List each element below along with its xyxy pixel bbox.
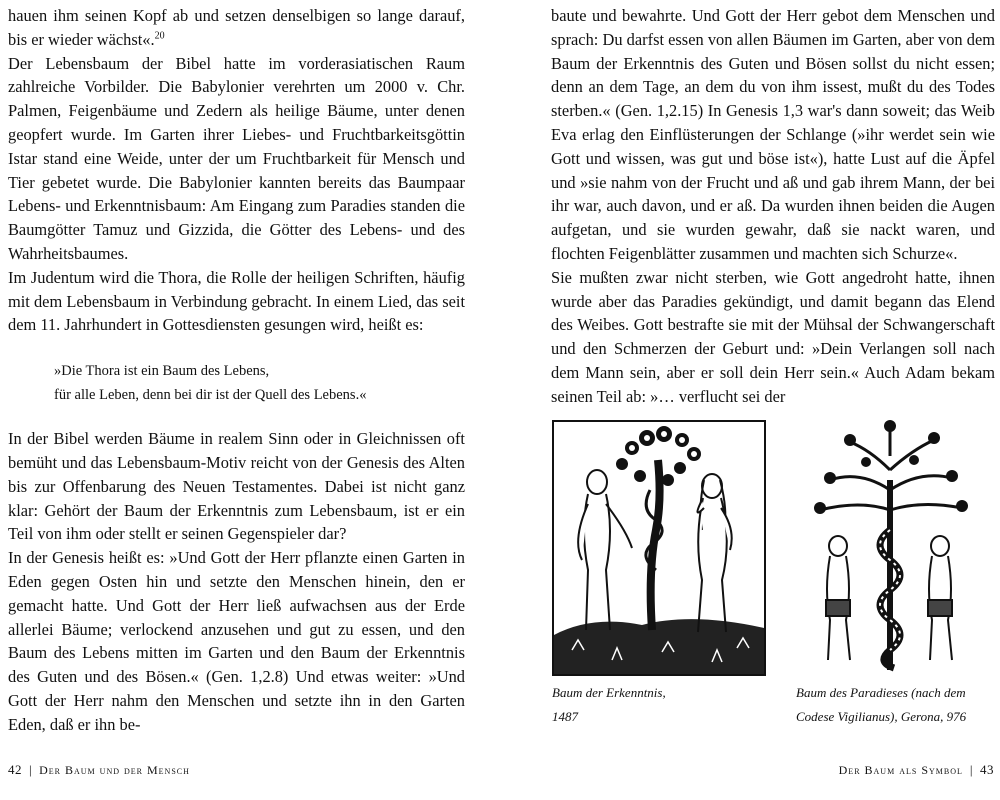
right-page-number: 43 [980,762,994,777]
left-page-number: 42 [8,762,22,777]
quote-line-2: für alle Leben, denn bei dir ist der Quell des Lebens.« [54,387,367,404]
right-paragraph-1: baute und bewahrte. Und Gott der Herr gebot dem Menschen und sprach: Du darfst essen von allen Bäumen im Garten, aber von dem Baum der Erkenntnis des Guten und Bösen sollst du nicht essen; denn an dem Tage, an dem du von ihm issest, mußt du des Todes sterben.« (Gen. 1,2.15) In Genesis 1,3 war's dann soweit; das Weib Eva erlag den Einflüsterungen der Schlange (»ihr werdet sein wie Gott und wissen, was gut und böse ist«), hatte Lust auf die Äpfel und »sie nahm von der Frucht und aß und gab ihrem Mann, der bei ihr war, auch davon, und er aß. Da wurden ihnen beiden die Augen aufgetan, und sie wurden gewahr, daß sie nackt waren, und flochten Feigenblätter zusammen und machten sich Schurze«. [551,6,995,263]
right-page [500,0,1000,800]
paradise-tree-illustration [790,420,990,674]
right-running-head: Der Baum als Symbol [838,763,963,777]
figure-2-caption-line-1: Baum des Paradieses (nach dem [796,685,966,700]
left-paragraph-2: Der Lebensbaum der Bibel hatte im vorderasiatischen Raum zahlreiche Vorbilder. Die Babylonier verehrten um 2000 v. Chr. Palmen, Feigenbäume und Zedern als heilige Bäume, unter denen geopfert wurde. Im Garten ihrer Liebes- und Fruchtbarkeitsgöttin Istar stand eine Weide, unter der um Fruchtbarkeit für Mensch und Tier gebetet wurde. Die Babylonier kannten bereits das Baumpaar Lebens- und Erkenntnisbaum: Am Eingang zum Paradies standen die Baumgötter Tamuz und Gizzida, die Götter des Lebens- und des Wahrheitsbaumes. [8,53,465,263]
footer-divider: | [29,762,33,777]
left-running-head: Der Baum und der Mensch [39,763,190,777]
woodcut-adam-eve-illustration [552,420,766,676]
footnote-reference: 20 [154,30,165,42]
right-text-column [551,4,995,409]
left-paragraph-1 [8,4,465,52]
left-text-column [8,4,465,737]
quote-line-1: »Die Thora ist ein Baum des Lebens, [54,363,270,380]
left-paragraph-4: In der Bibel werden Bäume in realem Sinn oder in Gleichnissen oft bemüht und das Lebensbaum-Motiv reicht von der Genesis des Alten bis zur Offenbarung des Neuen Testamentes. Dabei ist nicht ganz klar: Gehört der Baum der Erkenntnis zum Lebensbaum, ist er ein Teil von ihm oder stellt er seinen Gegenspieler dar? [8,429,465,544]
left-paragraph-3: Im Judentum wird die Thora, die Rolle der heiligen Schriften, häufig mit dem Lebensbaum in Verbindung gebracht. In einem Lied, das seit dem 11. Jahrhundert in Gottesdiensten gesungen wird, heißt es: [8,267,465,335]
figure-1-caption-line-1: Baum der Erkenntnis, [552,685,666,700]
thora-quote [54,359,465,407]
footer-divider-right: | [969,762,973,777]
figure-tree-of-paradise [790,420,990,674]
figure-1-caption-line-2: 1487 [552,709,578,724]
figure-2-caption-line-2: Codese Vigilianus), Gerona, 976 [796,709,967,724]
left-paragraph-1-text: hauen ihm seinen Kopf ab und setzen denselbigen so lange darauf, bis er wieder wächst«. [8,6,465,49]
figure-1-caption [552,681,666,729]
right-footer [839,762,994,778]
right-paragraph-2: Sie mußten zwar nicht sterben, wie Gott angedroht hatte, ihnen wurde aber das Paradies gekündigt, und damit begann das Elend des Weibes. Gott bestrafte sie mit der Mühsal der Schwangerschaft und den Schmerzen der Geburt und: »Dein Verlangen soll nach dem Mann sein, aber er soll dein Herr sein.« Auch Adam bekam seinen Teil ab: »… verflucht sei der [551,267,995,406]
left-paragraph-5: In der Genesis heißt es: »Und Gott der Herr pflanzte einen Garten in Eden gegen Osten hin und setzte den Menschen hinein, den er gemacht hatte. Und Gott der Herr ließ aufwachsen aus der Erde allerlei Bäume; verlockend anzusehen und gut zu essen, und den Baum des Lebens mitten im Garten und den Baum der Erkenntnis des Guten und des Bösen.« (Gen. 1,2.8) Und etwas weiter: »Und Gott der Herr nahm den Menschen und setzte ihn in den Garten Eden, daß er ihn be- [8,548,465,734]
left-footer [8,762,190,778]
figure-2-caption [796,681,966,729]
figure-tree-of-knowledge [552,420,766,676]
